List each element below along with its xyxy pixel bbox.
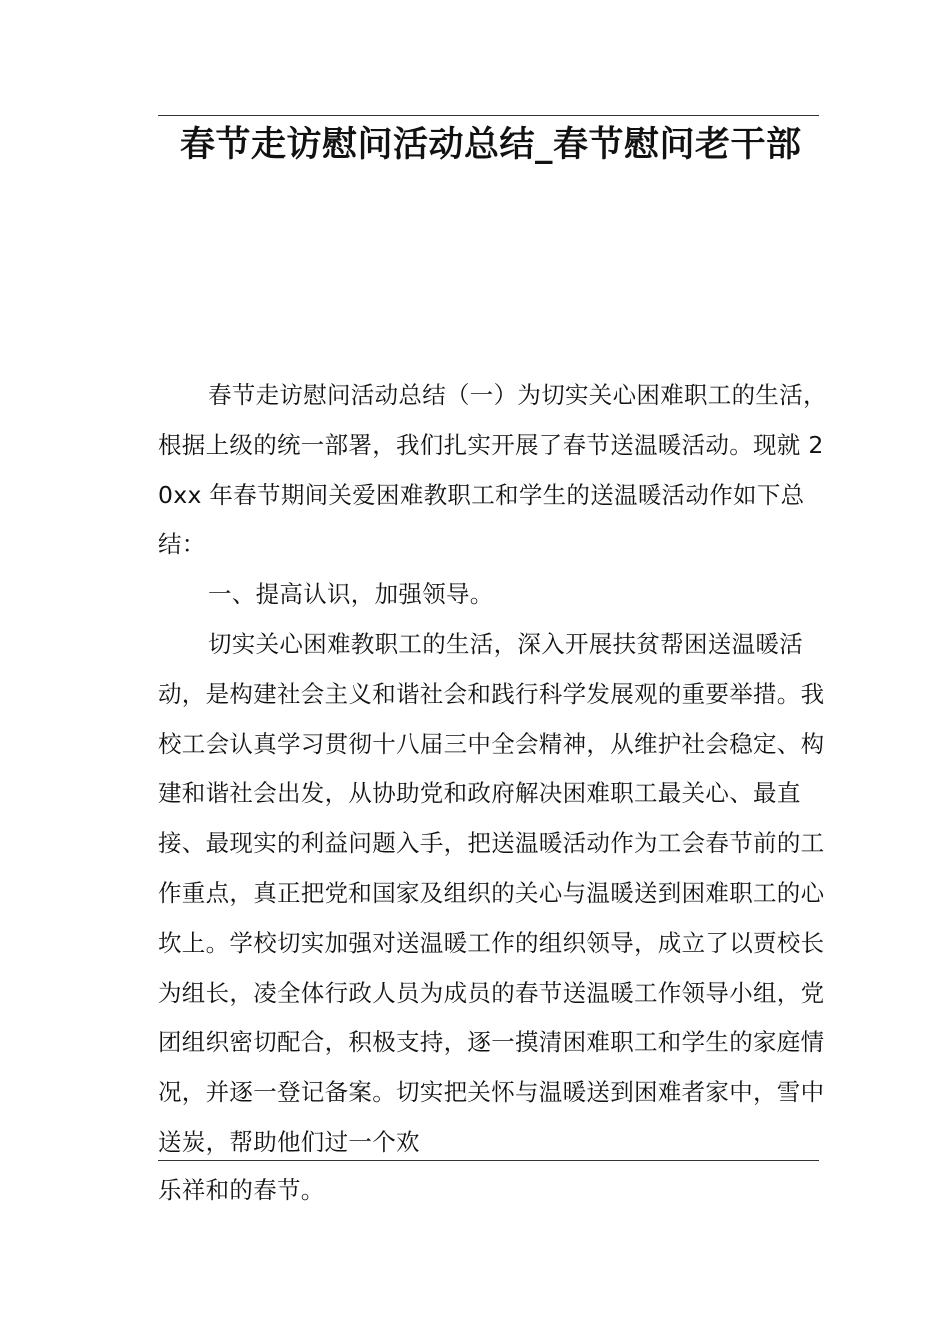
text-line: 以贾校长为组长，凌全体行政人员为成员的春节送温暖工作领 (158, 928, 825, 1007)
text-line: 现就 20xx 年春节期间关爱困难教职工和学生的送温暖活动作 (158, 430, 824, 509)
text-line: 学生的家庭情况，并逐一登记备案。切实把关怀与温暖送到困 (158, 1028, 825, 1107)
paragraph-main (158, 620, 838, 1168)
text-line: 一、提高认识，加强领导。 (208, 580, 494, 609)
text-line: 导小组，党团组织密切配合，积极支持，逐一摸清困难职工和 (158, 978, 825, 1057)
text-line: 难者家中，雪中送炭，帮助他们过一个欢 (158, 1078, 825, 1156)
section-heading (158, 570, 838, 620)
text-line: 工的心坎上。学校切实加强对送温暖工作的组织领导，成立了 (158, 878, 825, 957)
text-line: 构建和谐社会出发，从协助党和政府解决困难职工最关心、最 (158, 729, 825, 808)
text-line: 直接、最现实的利益问题入手，把送温暖活动作为工会春节前 (158, 779, 801, 858)
text-line: 活，根据上级的统一部署，我们扎实开展了春节送温暖活动。 (158, 381, 827, 459)
document-body (158, 371, 838, 1168)
text-line: 活动，是构建社会主义和谐社会和践行科学发展观的重要举措。 (158, 629, 804, 708)
paragraph-intro (158, 371, 838, 570)
text-line: 切实关心困难教职工的生活，深入开展扶贫帮困送温暖 (208, 629, 780, 658)
footer-rule (158, 1160, 819, 1161)
text-line: 我校工会认真学习贯彻十八届三中全会精神，从维护社会稳定、 (158, 679, 825, 758)
text-line: 春节走访慰问活动总结（一）为切实关心困难职工的生 (208, 381, 780, 409)
continuation-text: 乐祥和的春节。 (158, 1176, 325, 1204)
text-line: 如下总结： (158, 480, 805, 559)
document-title: 春节走访慰问活动总结_春节慰问老干部 (180, 125, 802, 165)
header-rule (158, 115, 819, 116)
text-line: 的工作重点，真正把党和国家及组织的关心与温暖送到困难职 (158, 829, 825, 907)
